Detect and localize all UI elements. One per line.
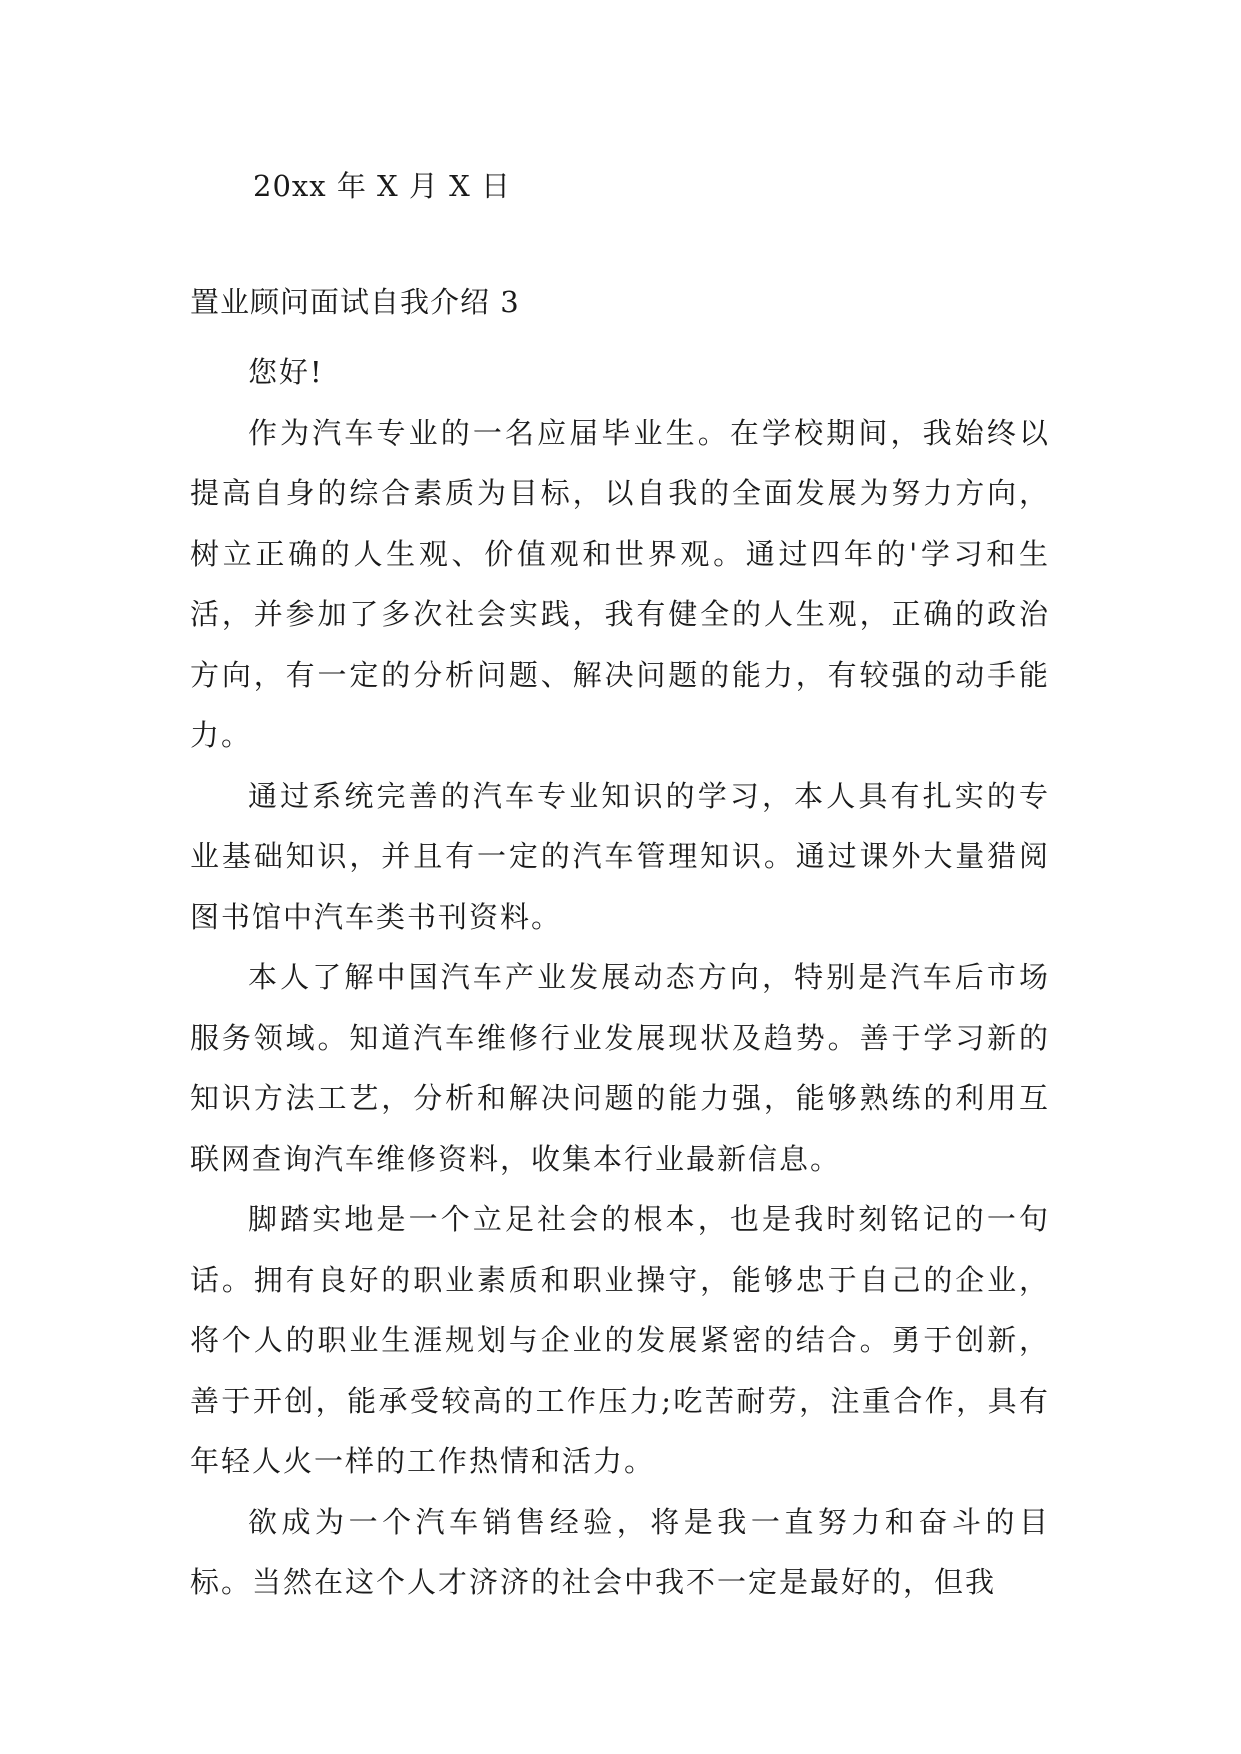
paragraph: 本人了解中国汽车产业发展动态方向，特别是汽车后市场服务领域。知道汽车维修行业发展现状及趋势。善于学习新的知识方法工艺，分析和解决问题的能力强，能够熟练的利用互联网查询汽车维修资料，收集本行业最新信息。 bbox=[190, 960, 1050, 1176]
paragraph: 脚踏实地是一个立足社会的根本，也是我时刻铭记的一句话。拥有良好的职业素质和职业操守，能够忠于自己的企业，将个人的职业生涯规划与企业的发展紧密的结合。勇于创新，善于开创，能承受较高的工作压力;吃苦耐劳，注重合作，具有年轻人火一样的工作热情和活力。 bbox=[190, 1202, 1050, 1478]
document-title: 置业顾问面试自我介绍 3 bbox=[190, 285, 520, 319]
paragraph: 欲成为一个汽车销售经验，将是我一直努力和奋斗的目标。当然在这个人才济济的社会中我不一定是最好的，但我 bbox=[190, 1504, 1050, 1599]
paragraph: 作为汽车专业的一名应届毕业生。在学校期间，我始终以提高自身的综合素质为目标，以自我的全面发展为努力方向，树立正确的人生观、价值观和世界观。通过四年的'学习和生活，并参加了多次社会实践，我有健全的人生观，正确的政治方向，有一定的分析问题、解决问题的能力，有较强的动手能力。 bbox=[190, 415, 1050, 752]
document-body bbox=[190, 342, 1050, 1613]
date-line: 20xx 年 X 月 X 日 bbox=[253, 169, 511, 203]
greeting: 您好! bbox=[248, 355, 324, 389]
paragraph: 通过系统完善的汽车专业知识的学习，本人具有扎实的专业基础知识，并且有一定的汽车管理知识。通过课外大量猎阅图书馆中汽车类书刊资料。 bbox=[190, 778, 1050, 934]
